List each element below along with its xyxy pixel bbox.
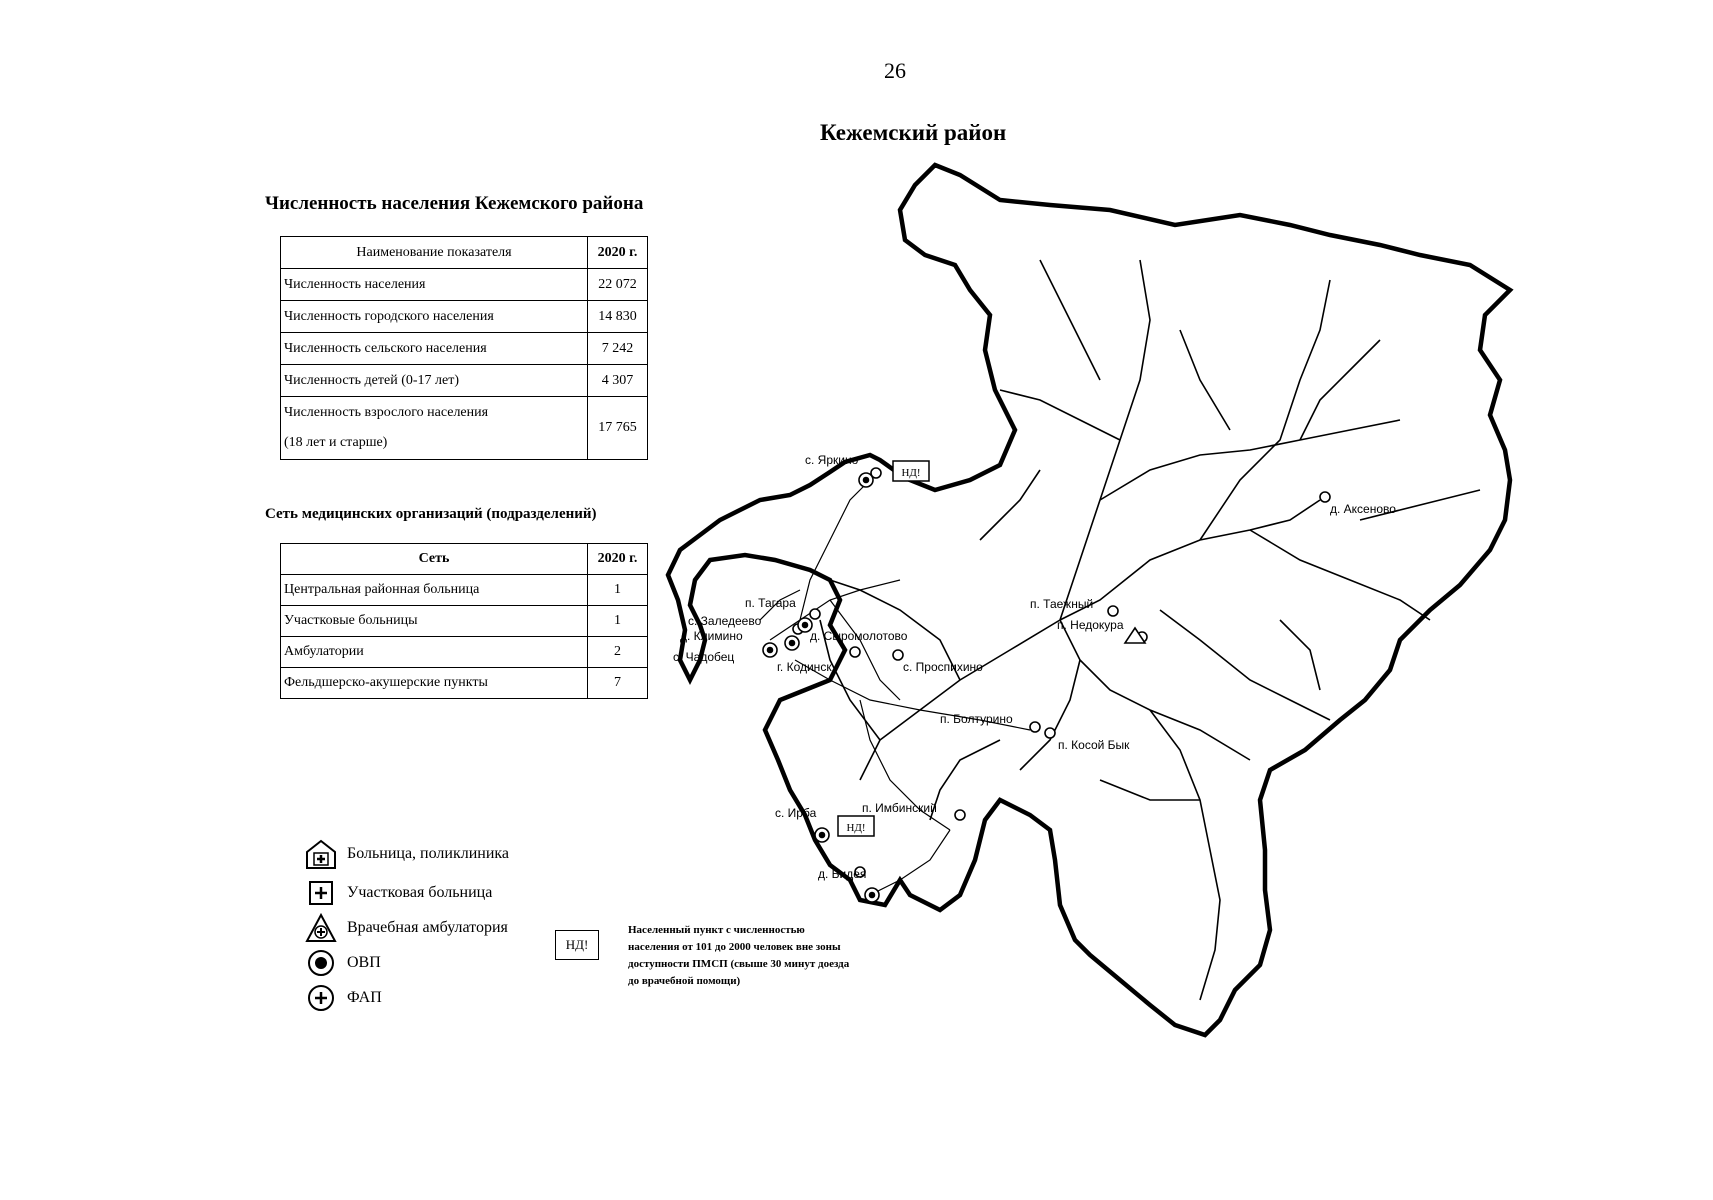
nd-marker-yarkino xyxy=(893,461,929,481)
legend-item-hospital xyxy=(305,838,509,870)
population-row-label: Численность сельского населения xyxy=(281,333,588,365)
place-label: п. Тагара xyxy=(745,596,796,610)
district-hospital-icon xyxy=(305,877,337,909)
medical-row-value: 1 xyxy=(588,606,648,637)
legend-item-district-hospital xyxy=(305,877,492,909)
medical-row-value: 2 xyxy=(588,637,648,668)
river-network xyxy=(820,260,1480,1000)
settlement-marker xyxy=(810,609,820,619)
medical-table-title: Сеть медицинских организаций (подразделений) xyxy=(265,506,597,522)
place-label: с. Проспихино xyxy=(903,660,983,674)
medical-row-label: Центральная районная больница xyxy=(281,575,588,606)
place-label: г. Кодинск xyxy=(777,660,832,674)
fap-icon xyxy=(865,888,879,902)
place-label: с. Заледеево xyxy=(688,614,762,628)
place-label: д. Климино xyxy=(680,629,743,643)
population-row-value: 7 242 xyxy=(588,333,648,365)
legend-nd-note: Населенный пункт с численностью населения от 101 до 2000 человек вне зоны доступности ПМСП (свыше 30 минут доезда до врачебной помощи) xyxy=(628,924,850,987)
legend-label: Больница, поликлиника xyxy=(347,845,510,862)
population-row-value: 4 307 xyxy=(588,365,648,397)
place-label: с. Чадобец xyxy=(673,650,735,664)
place-label: д. Аксеново xyxy=(1330,502,1396,516)
medical-row-label: Фельдшерско-акушерские пункты xyxy=(281,668,588,699)
population-row-value: 22 072 xyxy=(588,269,648,301)
place-label: с. Яркино xyxy=(805,453,859,467)
legend-label: ОВП xyxy=(347,954,381,971)
page-number: 26 xyxy=(884,58,906,83)
medical-row-label: Амбулатории xyxy=(281,637,588,668)
ambulatory-icon xyxy=(305,912,337,944)
legend-label: Участковая больница xyxy=(347,884,493,901)
settlement-marker xyxy=(1030,722,1040,732)
legend-label: ФАП xyxy=(347,989,382,1006)
medical-header-network: Сеть xyxy=(281,544,588,575)
settlement-marker xyxy=(1320,492,1330,502)
settlement-marker xyxy=(893,650,903,660)
population-row-label-line2: (18 лет и старше) xyxy=(284,435,388,450)
legend-label: Врачебная амбулатория xyxy=(347,919,508,936)
medical-row-label: Участковые больницы xyxy=(281,606,588,637)
hospital-icon xyxy=(305,838,337,870)
settlement-marker xyxy=(1045,728,1055,738)
population-row-value: 17 765 xyxy=(588,397,648,460)
medical-header-year: 2020 г. xyxy=(588,544,648,575)
fap-icon xyxy=(815,828,829,842)
fap-icon xyxy=(305,982,337,1014)
place-label: д. Сыромолотово xyxy=(810,629,908,643)
fap-icon xyxy=(763,643,777,657)
road-network xyxy=(760,480,1030,895)
medical-row-value: 1 xyxy=(588,575,648,606)
place-label: п. Имбинский xyxy=(862,801,937,815)
population-header-indicator: Наименование показателя xyxy=(281,237,588,269)
nd-marker-label: НД! xyxy=(846,822,866,834)
nd-marker-irba xyxy=(838,816,874,836)
population-header-year: 2020 г. xyxy=(588,237,648,269)
place-label: п. Недокура xyxy=(1057,618,1124,632)
place-label: с. Ирба xyxy=(775,806,817,820)
population-row-label: Численность городского населения xyxy=(281,301,588,333)
population-table-title: Численность населения Кежемского района xyxy=(265,193,644,214)
map-title: Кежемский район xyxy=(820,120,1007,145)
settlement-marker xyxy=(850,647,860,657)
population-row-label: Численность детей (0-17 лет) xyxy=(281,365,588,397)
settlement-marker xyxy=(955,810,965,820)
fap-markers xyxy=(763,473,879,902)
legend-item-ovp xyxy=(305,947,381,979)
nd-marker-label: НД! xyxy=(901,467,921,479)
settlement-marker xyxy=(1108,606,1118,616)
fap-icon xyxy=(785,636,799,650)
population-row-label-line1: Численность взрослого населения xyxy=(284,405,489,420)
legend-nd-box: НД! xyxy=(555,930,599,960)
population-row-label: Численность населения xyxy=(281,269,588,301)
legend-item-fap xyxy=(305,982,382,1014)
population-row-value: 14 830 xyxy=(588,301,648,333)
medical-row-value: 7 xyxy=(588,668,648,699)
ovp-icon xyxy=(305,947,337,979)
place-label: д. Бидея xyxy=(818,867,867,881)
legend-item-ambulatory xyxy=(305,912,508,944)
place-label: п. Таежный xyxy=(1030,597,1094,611)
place-label: п. Косой Бык xyxy=(1058,738,1130,752)
fap-icon xyxy=(859,473,873,487)
place-label: п. Болтурино xyxy=(940,712,1013,726)
